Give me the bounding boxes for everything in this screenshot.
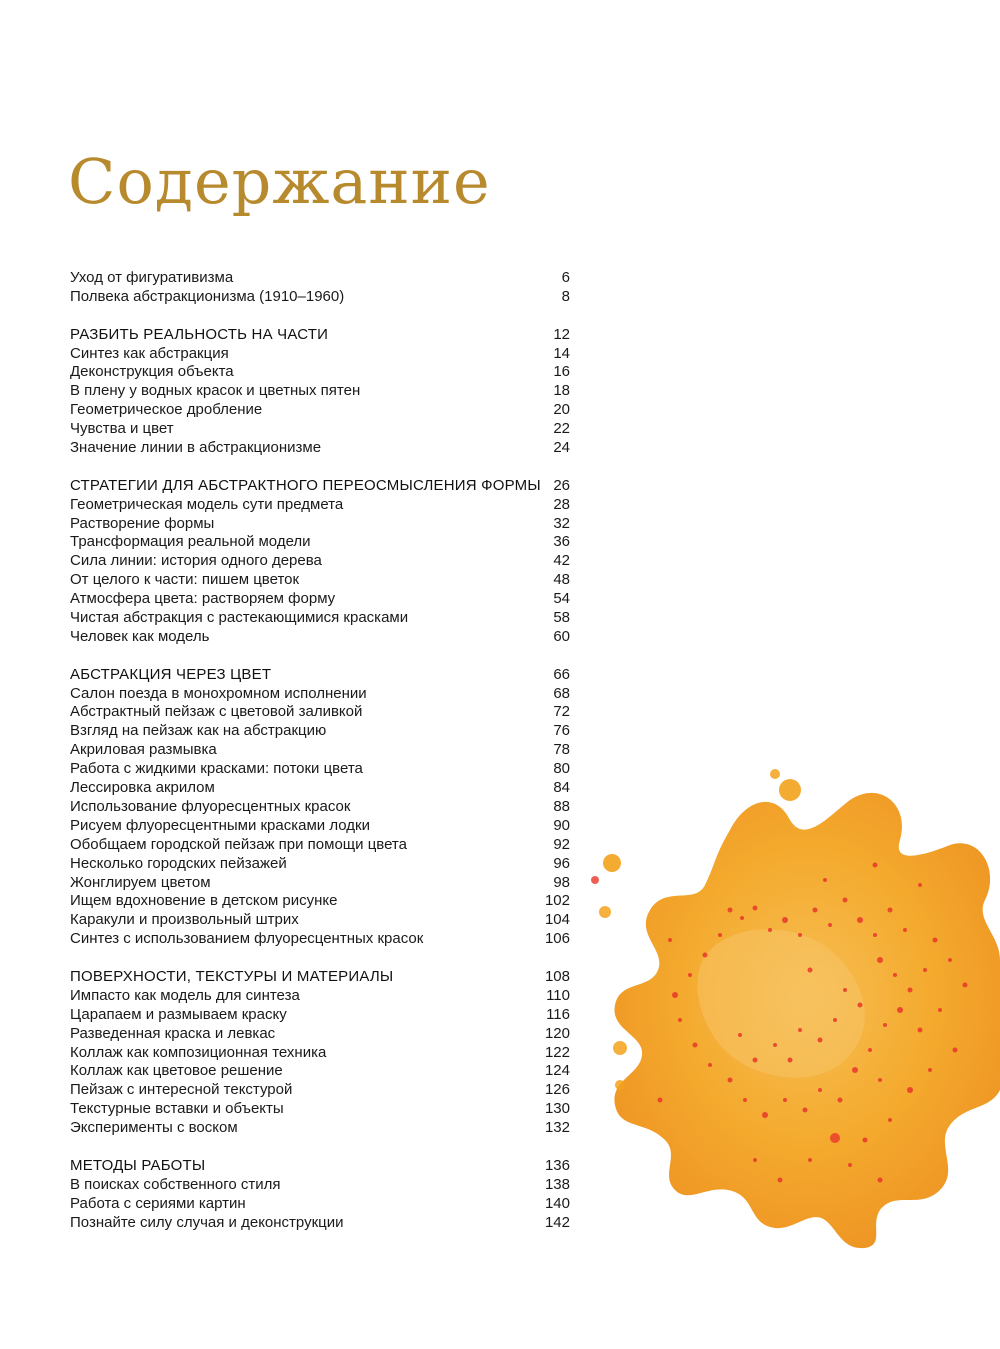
toc-entry-label: Пейзаж с интересной текстурой <box>70 1081 293 1099</box>
toc-entry-page: 140 <box>544 1194 570 1212</box>
toc-entry-page: 24 <box>553 439 570 457</box>
toc-entry-label: Царапаем и размываем краску <box>70 1005 287 1023</box>
toc-entry-page: 110 <box>546 986 570 1004</box>
toc-entry[interactable] <box>70 1119 570 1138</box>
toc-entry[interactable] <box>70 760 570 779</box>
toc-entry-label: Текстурные вставки и объекты <box>70 1100 284 1118</box>
toc-entry-page: 116 <box>546 1005 570 1023</box>
toc-entry-page: 6 <box>561 269 570 286</box>
toc-section-title: ПОВЕРХНОСТИ, ТЕКСТУРЫ И МАТЕРИАЛЫ <box>70 967 394 985</box>
toc-entry[interactable] <box>70 609 570 628</box>
toc-entry[interactable] <box>70 628 570 647</box>
toc-section-page: 108 <box>544 967 570 985</box>
toc-entry-page: 22 <box>553 420 570 438</box>
toc-entry-page: 130 <box>544 1100 570 1118</box>
toc-section <box>70 326 570 458</box>
toc-entry-page: 18 <box>553 382 570 400</box>
toc-entry-page: 78 <box>553 741 570 759</box>
toc-entry-label: Рисуем флуоресцентными красками лодки <box>70 816 370 834</box>
toc-entry-label: Использование флуоресцентных красок <box>70 797 351 815</box>
toc-entry-page: 54 <box>553 590 570 608</box>
toc-entry[interactable] <box>70 590 570 609</box>
toc-section-heading[interactable] <box>70 666 570 685</box>
toc-entry-label: Жонглируем цветом <box>70 873 211 891</box>
toc-entry-page: 48 <box>553 571 570 589</box>
toc-entry-page: 92 <box>553 835 570 853</box>
toc-entry[interactable] <box>70 515 570 534</box>
toc-entry-page: 72 <box>553 703 570 721</box>
paint-splash-illustration <box>580 760 1000 1250</box>
toc-entry-label: Синтез как абстракция <box>70 344 229 362</box>
toc-entry-page: 8 <box>561 287 570 305</box>
splash-drop <box>830 1133 840 1143</box>
toc-section-heading[interactable] <box>70 326 570 345</box>
toc-entry-page: 132 <box>544 1119 570 1137</box>
toc-entry-label: Импасто как модель для синтеза <box>70 986 300 1004</box>
toc-entry[interactable] <box>70 363 570 382</box>
toc-entry-label: Каракули и произвольный штрих <box>70 911 299 929</box>
toc-entry-page: 80 <box>553 760 570 778</box>
toc-intro <box>70 269 570 307</box>
splash-drop <box>770 769 780 779</box>
toc-section-heading[interactable] <box>70 1157 570 1176</box>
toc-entry-label: Трансформация реальной модели <box>70 533 311 551</box>
toc-entry-page: 68 <box>553 684 570 702</box>
toc-entry[interactable] <box>70 288 570 307</box>
toc-entry[interactable] <box>70 855 570 874</box>
toc-entry-page: 106 <box>544 930 570 948</box>
toc-entry-page: 88 <box>553 797 570 815</box>
splash-drop <box>591 876 599 884</box>
toc-entry-label: Акриловая размывка <box>70 741 217 759</box>
toc-section-page: 66 <box>553 665 570 683</box>
splash-drop <box>779 779 801 801</box>
toc-entry[interactable] <box>70 1195 570 1214</box>
toc-entry-label: Эксперименты с воском <box>70 1119 238 1137</box>
toc-section <box>70 968 570 1138</box>
toc-entry-page: 126 <box>544 1081 570 1099</box>
toc-section-heading[interactable] <box>70 477 570 496</box>
toc-entry-label: Познайте силу случая и деконструкции <box>70 1213 344 1231</box>
toc-entry[interactable] <box>70 571 570 590</box>
toc-entry-label: Чистая абстракция с растекающимися красками <box>70 609 409 627</box>
toc-entry[interactable] <box>70 874 570 893</box>
toc-entry-page: 58 <box>553 609 570 627</box>
toc-entry-label: Уход от фигуративизма <box>70 269 234 286</box>
table-of-contents <box>70 269 570 1251</box>
toc-entry[interactable] <box>70 533 570 552</box>
toc-section-title: АБСТРАКЦИЯ ЧЕРЕЗ ЦВЕТ <box>70 665 272 683</box>
toc-entry[interactable] <box>70 1176 570 1195</box>
toc-entry[interactable] <box>70 1025 570 1044</box>
toc-entry-label: Деконструкция объекта <box>70 363 234 381</box>
splash-drop <box>603 854 621 872</box>
toc-entry[interactable] <box>70 930 570 949</box>
toc-entry-page: 124 <box>544 1062 570 1080</box>
toc-entry[interactable] <box>70 1214 570 1233</box>
toc-entry-label: Взгляд на пейзаж как на абстракцию <box>70 722 327 740</box>
toc-entry-label: Салон поезда в монохромном исполнении <box>70 684 367 702</box>
toc-entry-label: Ищем вдохновение в детском рисунке <box>70 892 338 910</box>
toc-entry-page: 84 <box>553 779 570 797</box>
toc-section-page: 136 <box>544 1156 570 1174</box>
toc-entry-page: 42 <box>553 552 570 570</box>
toc-entry-label: Человек как модель <box>70 627 210 645</box>
toc-entry[interactable] <box>70 1062 570 1081</box>
toc-section-title: РАЗБИТЬ РЕАЛЬНОСТЬ НА ЧАСТИ <box>70 325 329 343</box>
toc-entry[interactable] <box>70 1006 570 1025</box>
toc-entry-label: Чувства и цвет <box>70 420 174 438</box>
toc-entry[interactable] <box>70 269 570 288</box>
splash-drop <box>599 906 611 918</box>
toc-entry-label: Коллаж как цветовое решение <box>70 1062 283 1080</box>
toc-entry-page: 76 <box>553 722 570 740</box>
toc-entry[interactable] <box>70 987 570 1006</box>
toc-entry-page: 102 <box>544 892 570 910</box>
toc-section-title: МЕТОДЫ РАБОТЫ <box>70 1156 206 1174</box>
toc-entry-label: Абстрактный пейзаж с цветовой заливкой <box>70 703 363 721</box>
toc-section <box>70 1157 570 1233</box>
toc-entry-label: Растворение формы <box>70 514 215 532</box>
toc-entry-label: Геометрическое дробление <box>70 401 263 419</box>
page-title: Содержание <box>68 145 491 218</box>
toc-entry[interactable] <box>70 703 570 722</box>
toc-entry-label: Коллаж как композиционная техника <box>70 1043 327 1061</box>
toc-entry[interactable] <box>70 911 570 930</box>
toc-sections <box>70 326 570 1233</box>
toc-entry[interactable] <box>70 496 570 515</box>
toc-section-heading[interactable] <box>70 968 570 987</box>
toc-entry-page: 16 <box>553 363 570 381</box>
toc-entry-page: 96 <box>553 854 570 872</box>
toc-entry[interactable] <box>70 1100 570 1119</box>
toc-entry-label: Лессировка акрилом <box>70 779 215 797</box>
toc-entry-label: В плену у водных красок и цветных пятен <box>70 382 361 400</box>
toc-entry-page: 36 <box>553 533 570 551</box>
toc-entry-page: 14 <box>553 344 570 362</box>
toc-section-page: 26 <box>553 476 570 494</box>
toc-entry-page: 120 <box>544 1024 570 1042</box>
toc-entry[interactable] <box>70 836 570 855</box>
toc-entry[interactable] <box>70 345 570 364</box>
toc-section-title: СТРАТЕГИИ ДЛЯ АБСТРАКТНОГО ПЕРЕОСМЫСЛЕНИЯ ФОРМЫ <box>70 476 541 494</box>
toc-entry-page: 90 <box>553 816 570 834</box>
toc-entry-page: 20 <box>553 401 570 419</box>
toc-entry-page: 122 <box>544 1043 570 1061</box>
splash-drop <box>613 1041 627 1055</box>
toc-entry[interactable] <box>70 552 570 571</box>
toc-entry-label: Работа с сериями картин <box>70 1194 246 1212</box>
toc-section <box>70 477 570 647</box>
toc-entry-label: Значение линии в абстракционизме <box>70 439 322 457</box>
toc-entry-page: 104 <box>544 911 570 929</box>
toc-entry-label: Полвека абстракционизма (1910–1960) <box>70 287 345 305</box>
toc-entry[interactable] <box>70 892 570 911</box>
toc-entry[interactable] <box>70 439 570 458</box>
toc-entry-page: 28 <box>553 495 570 513</box>
toc-entry-page: 98 <box>553 873 570 891</box>
toc-entry-label: Сила линии: история одного дерева <box>70 552 322 570</box>
toc-entry[interactable] <box>70 401 570 420</box>
toc-entry[interactable] <box>70 382 570 401</box>
toc-entry[interactable] <box>70 722 570 741</box>
toc-entry-label: Несколько городских пейзажей <box>70 854 287 872</box>
toc-entry-label: Обобщаем городской пейзаж при помощи цвета <box>70 835 407 853</box>
toc-entry[interactable] <box>70 1044 570 1063</box>
toc-section <box>70 666 570 949</box>
toc-entry[interactable] <box>70 741 570 760</box>
toc-entry[interactable] <box>70 798 570 817</box>
toc-entry-label: Геометрическая модель сути предмета <box>70 495 344 513</box>
toc-entry-page: 60 <box>553 627 570 645</box>
toc-entry[interactable] <box>70 1081 570 1100</box>
toc-entry-label: Синтез с использованием флуоресцентных красок <box>70 930 424 948</box>
toc-entry-label: Атмосфера цвета: растворяем форму <box>70 590 336 608</box>
toc-section-page: 12 <box>553 325 570 343</box>
toc-entry[interactable] <box>70 685 570 704</box>
toc-entry[interactable] <box>70 420 570 439</box>
toc-entry-label: Разведенная краска и левкас <box>70 1024 276 1042</box>
toc-entry[interactable] <box>70 779 570 798</box>
toc-entry-label: В поисках собственного стиля <box>70 1175 281 1193</box>
toc-entry-page: 138 <box>544 1175 570 1193</box>
toc-entry-label: Работа с жидкими красками: потоки цвета <box>70 760 363 778</box>
toc-entry-page: 142 <box>544 1213 570 1231</box>
toc-entry[interactable] <box>70 817 570 836</box>
toc-entry-page: 32 <box>553 514 570 532</box>
toc-entry-label: От целого к части: пишем цветок <box>70 571 300 589</box>
splash-drop <box>615 1080 625 1090</box>
